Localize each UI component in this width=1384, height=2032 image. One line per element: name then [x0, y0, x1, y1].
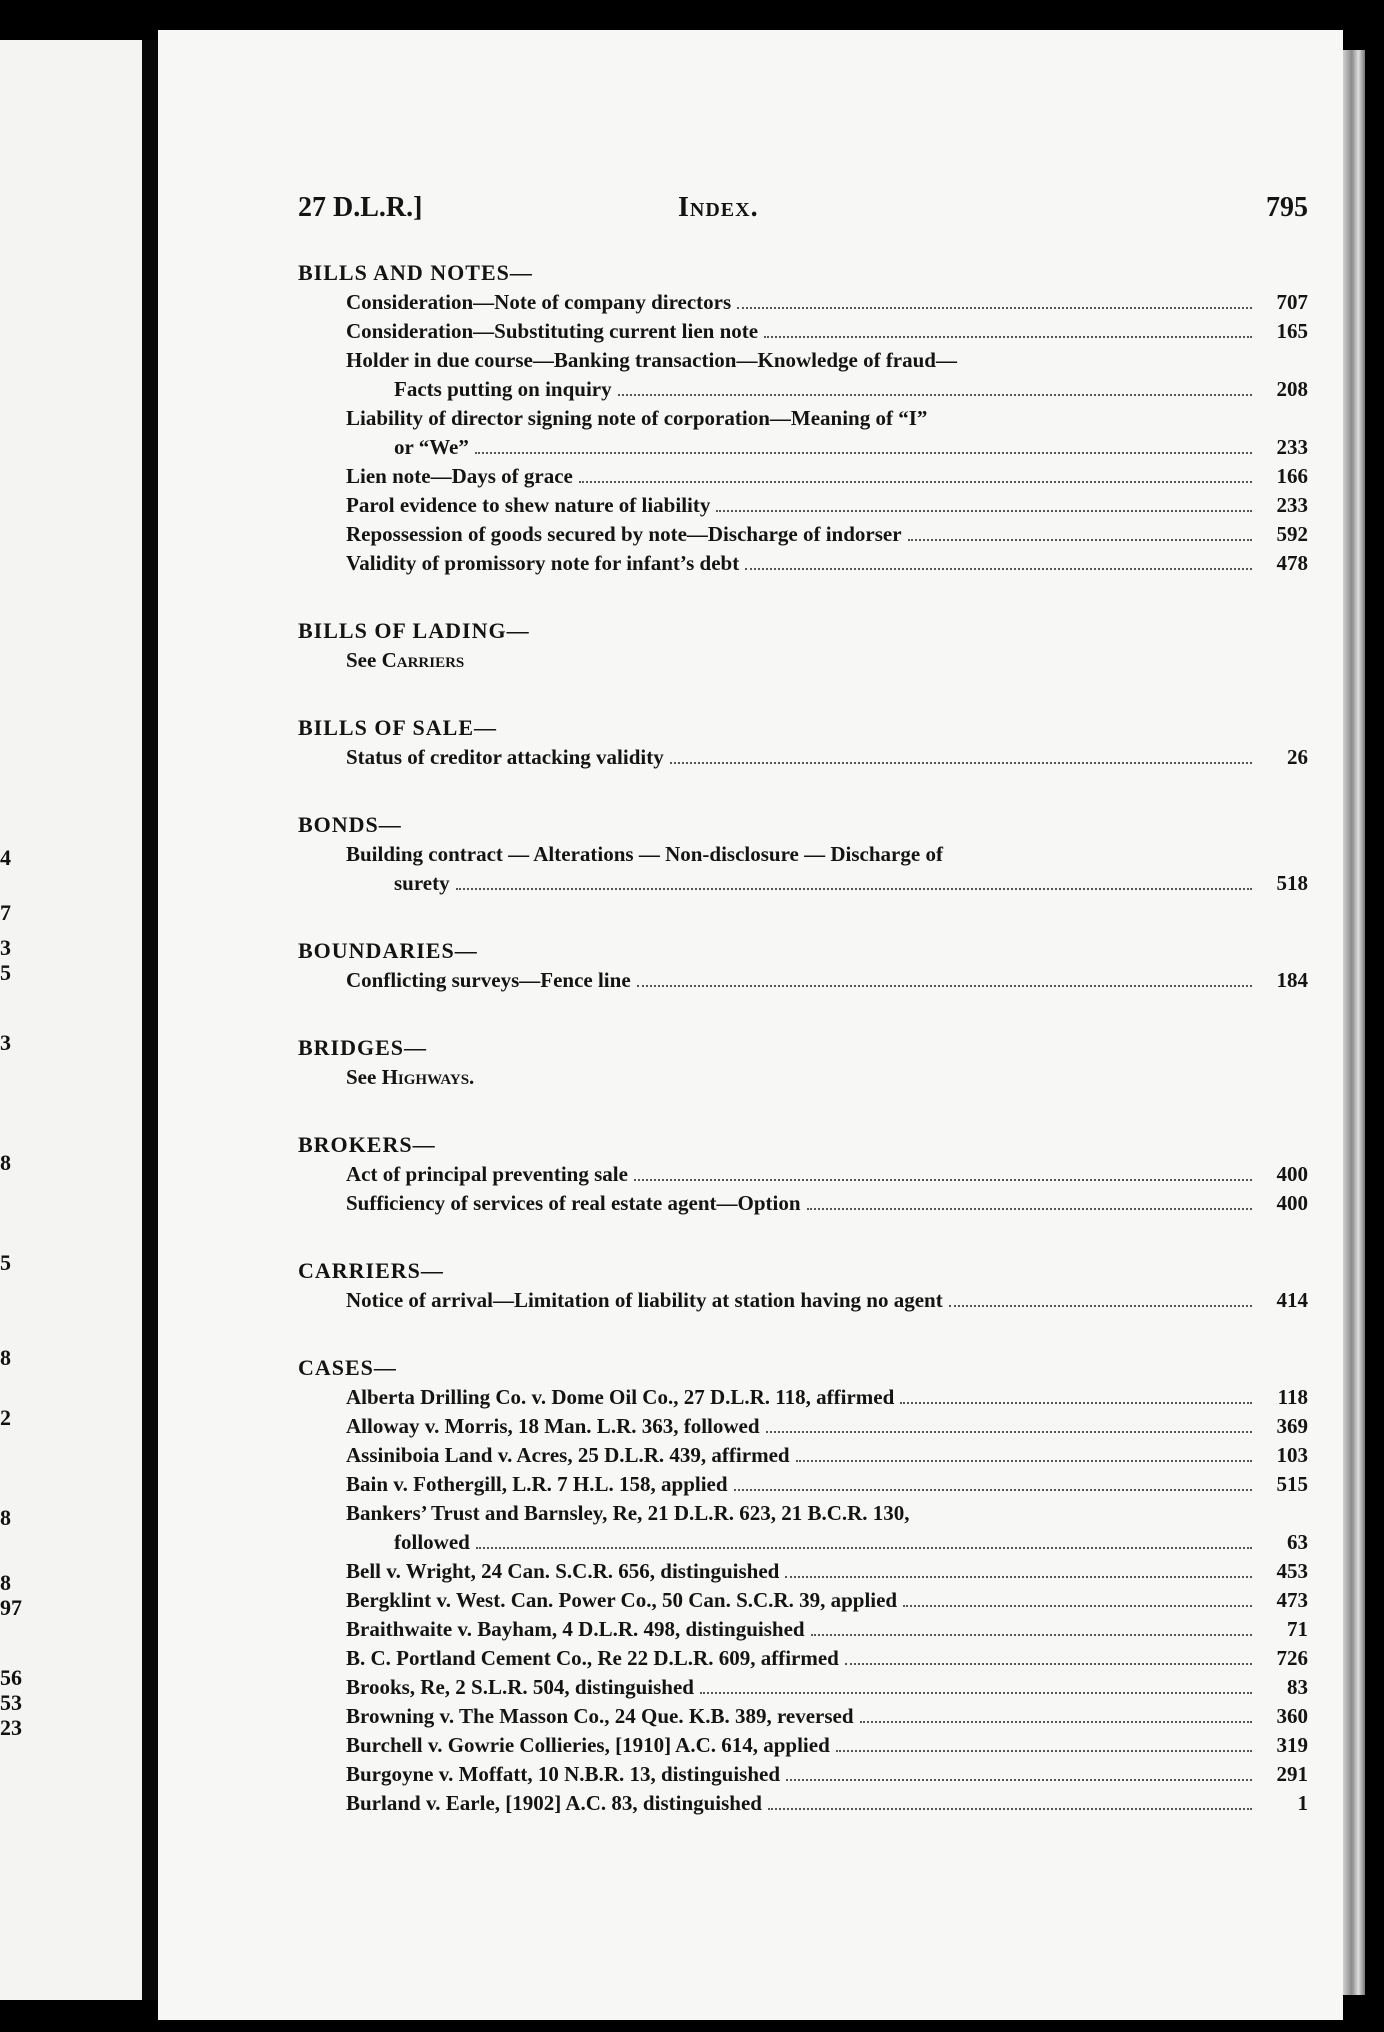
section-heading: BROKERS—: [298, 1132, 436, 1157]
index-entry: [298, 1528, 1308, 1557]
index-entry: [298, 433, 1308, 462]
see-target: Carriers: [381, 648, 465, 672]
dot-leader: [637, 985, 1252, 987]
entry-text: Sufficiency of services of real estate agent—Option: [346, 1191, 801, 1215]
entry-page-number: 319: [1276, 1733, 1308, 1757]
dot-leader: [796, 1460, 1252, 1462]
entry-text: Burgoyne v. Moffatt, 10 N.B.R. 13, distinguished: [346, 1762, 781, 1786]
index-entry: [298, 520, 1308, 549]
entry-text: Validity of promissory note for infant’s debt: [346, 551, 740, 575]
entry-page-number: 118: [1277, 1385, 1308, 1409]
entry-page-number: 473: [1276, 1588, 1308, 1612]
entry-page-number: 103: [1276, 1443, 1308, 1467]
entry-text: Browning v. The Masson Co., 24 Que. K.B. 389, reversed: [346, 1704, 854, 1728]
entry-page-number: 726: [1276, 1646, 1308, 1670]
entry-text: Conflicting surveys—Fence line: [346, 968, 631, 992]
entry-text: Consideration—Note of company directors: [346, 290, 732, 314]
dot-leader: [785, 1576, 1252, 1578]
left-page-fragment: 3: [0, 1030, 11, 1055]
entry-page-number: 453: [1276, 1559, 1308, 1583]
left-page-fragment: 7: [0, 900, 11, 925]
index-sections: [298, 258, 1308, 1818]
left-page-fragment: 5: [0, 1250, 11, 1275]
entry-page-number: 233: [1276, 435, 1308, 459]
entry-first-line: Holder in due course—Banking transaction—Knowledge of fraud—: [346, 348, 957, 372]
index-entry: [298, 317, 1308, 346]
entry-text: Repossession of goods secured by note—Discharge of indorser: [346, 522, 902, 546]
left-page-fragment: 4: [0, 845, 11, 870]
entry-text: Brooks, Re, 2 S.L.R. 504, distinguished: [346, 1675, 694, 1699]
index-section: [298, 258, 1308, 578]
entry-text: Facts putting on inquiry: [394, 377, 612, 401]
entry-page-number: 592: [1276, 522, 1308, 546]
page-content: [298, 192, 1308, 1818]
section-heading: BOUNDARIES—: [298, 938, 478, 963]
index-entry: [298, 549, 1308, 578]
entry-page-number: 707: [1276, 290, 1308, 314]
entry-page-number: 26: [1287, 745, 1308, 769]
dot-leader: [634, 1179, 1252, 1181]
dot-leader: [734, 1489, 1252, 1491]
entry-page-number: 83: [1287, 1675, 1308, 1699]
entry-text: or “We”: [394, 435, 469, 459]
dot-leader: [766, 1431, 1252, 1433]
left-page-fragment: 8: [0, 1345, 11, 1370]
left-page-fragment: 97: [0, 1595, 22, 1620]
section-heading: CASES—: [298, 1355, 397, 1380]
dot-leader: [456, 888, 1252, 890]
index-entry: [298, 491, 1308, 520]
left-page-fragment: 8: [0, 1150, 11, 1175]
left-page-fragment: 56: [0, 1665, 22, 1690]
index-entry: [298, 869, 1308, 898]
entry-text: Lien note—Days of grace: [346, 464, 573, 488]
entry-text: Act of principal preventing sale: [346, 1162, 628, 1186]
dot-leader: [949, 1305, 1252, 1307]
entry-text: B. C. Portland Cement Co., Re 22 D.L.R. 609, affirmed: [346, 1646, 839, 1670]
dot-leader: [475, 452, 1252, 454]
page-edge: [1343, 50, 1365, 1995]
left-page-fragment: 5: [0, 960, 11, 985]
index-entry: [298, 966, 1308, 995]
left-page-fragment: 2: [0, 1405, 11, 1430]
left-page-fragment: 8: [0, 1570, 11, 1595]
index-section: [298, 1033, 1308, 1092]
index-entry: [298, 1586, 1308, 1615]
index-entry: [298, 1673, 1308, 1702]
entry-page-number: 233: [1276, 493, 1308, 517]
entry-text: Notice of arrival—Limitation of liability at station having no agent: [346, 1288, 943, 1312]
index-entry: [298, 743, 1308, 772]
entry-text: Bell v. Wright, 24 Can. S.C.R. 656, distinguished: [346, 1559, 780, 1583]
see-prefix: See: [346, 648, 382, 672]
dot-leader: [768, 1808, 1252, 1810]
dot-leader: [700, 1692, 1252, 1694]
entry-text: Burland v. Earle, [1902] A.C. 83, distinguished: [346, 1791, 762, 1815]
section-heading: BILLS AND NOTES—: [298, 260, 533, 285]
running-header: [298, 192, 1308, 236]
entry-page-number: 400: [1276, 1191, 1308, 1215]
entry-text: surety: [394, 871, 450, 895]
dot-leader: [745, 568, 1252, 570]
entry-text: Burchell v. Gowrie Collieries, [1910] A.C. 614, applied: [346, 1733, 830, 1757]
index-section: [298, 1353, 1308, 1818]
index-entry: [298, 288, 1308, 317]
entry-first-line: Building contract — Alterations — Non-disclosure — Discharge of: [346, 842, 943, 866]
index-entry: [298, 1470, 1308, 1499]
page-number: 795: [1266, 192, 1308, 223]
entry-page-number: 166: [1276, 464, 1308, 488]
index-section: [298, 810, 1308, 898]
index-entry: [298, 1383, 1308, 1412]
entry-text: Consideration—Substituting current lien note: [346, 319, 759, 343]
entry-text: Parol evidence to shew nature of liability: [346, 493, 711, 517]
entry-text: followed: [394, 1530, 470, 1554]
left-page-fragment: 8: [0, 1505, 11, 1530]
dot-leader: [476, 1547, 1252, 1549]
section-heading: BONDS—: [298, 812, 402, 837]
dot-leader: [737, 307, 1252, 309]
index-entry: [298, 1412, 1308, 1441]
entry-text: Status of creditor attacking validity: [346, 745, 664, 769]
dot-leader: [618, 394, 1252, 396]
index-section: [298, 1256, 1308, 1315]
index-page: [158, 30, 1343, 2020]
see-target: Highways.: [381, 1065, 475, 1089]
volume-label: 27 D.L.R.]: [298, 192, 423, 223]
entry-page-number: 400: [1276, 1162, 1308, 1186]
entry-page-number: 360: [1276, 1704, 1308, 1728]
dot-leader: [860, 1721, 1252, 1723]
dot-leader: [807, 1208, 1252, 1210]
dot-leader: [579, 481, 1252, 483]
entry-page-number: 369: [1276, 1414, 1308, 1438]
entry-page-number: 518: [1276, 871, 1308, 895]
entry-page-number: 1: [1297, 1791, 1308, 1815]
left-page-edge: [0, 40, 142, 2000]
left-page-fragment: 3: [0, 935, 11, 960]
index-entry: [298, 1615, 1308, 1644]
index-section: [298, 616, 1308, 675]
entry-text: Braithwaite v. Bayham, 4 D.L.R. 498, distinguished: [346, 1617, 805, 1641]
index-section: [298, 936, 1308, 995]
dot-leader: [908, 539, 1252, 541]
dot-leader: [903, 1605, 1252, 1607]
entry-page-number: 414: [1276, 1288, 1308, 1312]
entry-page-number: 184: [1276, 968, 1308, 992]
dot-leader: [670, 762, 1252, 764]
index-entry: [298, 1557, 1308, 1586]
index-section: [298, 1130, 1308, 1218]
index-entry: [298, 1441, 1308, 1470]
entry-first-line: Liability of director signing note of corporation—Meaning of “I”: [346, 406, 928, 430]
section-heading: BILLS OF SALE—: [298, 715, 498, 740]
index-entry: [298, 1760, 1308, 1789]
entry-text: Assiniboia Land v. Acres, 25 D.L.R. 439, affirmed: [346, 1443, 790, 1467]
dot-leader: [716, 510, 1252, 512]
section-heading: BILLS OF LADING—: [298, 618, 530, 643]
see-reference: [298, 1063, 1308, 1092]
book-gutter: [142, 40, 158, 2000]
entry-text: Alloway v. Morris, 18 Man. L.R. 363, followed: [346, 1414, 760, 1438]
entry-page-number: 515: [1276, 1472, 1308, 1496]
entry-text: Bergklint v. West. Can. Power Co., 50 Can. S.C.R. 39, applied: [346, 1588, 898, 1612]
dot-leader: [764, 336, 1252, 338]
entry-page-number: 165: [1276, 319, 1308, 343]
entry-first-line: Bankers’ Trust and Barnsley, Re, 21 D.L.R. 623, 21 B.C.R. 130,: [346, 1501, 910, 1525]
index-entry: [298, 1702, 1308, 1731]
left-page-fragment: 23: [0, 1715, 22, 1740]
index-entry: [298, 375, 1308, 404]
dot-leader: [836, 1750, 1252, 1752]
entry-page-number: 71: [1287, 1617, 1308, 1641]
left-page-fragment: 53: [0, 1690, 22, 1715]
dot-leader: [786, 1779, 1252, 1781]
index-entry: [298, 1644, 1308, 1673]
section-heading: CARRIERS—: [298, 1258, 444, 1283]
entry-page-number: 291: [1276, 1762, 1308, 1786]
entry-page-number: 478: [1276, 551, 1308, 575]
section-heading: BRIDGES—: [298, 1035, 428, 1060]
entry-text: Alberta Drilling Co. v. Dome Oil Co., 27 D.L.R. 118, affirmed: [346, 1385, 895, 1409]
entry-page-number: 208: [1276, 377, 1308, 401]
entry-page-number: 63: [1287, 1530, 1308, 1554]
dot-leader: [811, 1634, 1252, 1636]
index-entry: [298, 1286, 1308, 1315]
index-entry: [298, 1789, 1308, 1818]
index-entry: [298, 1731, 1308, 1760]
see-reference: [298, 646, 1308, 675]
see-prefix: See: [346, 1065, 382, 1089]
dot-leader: [845, 1663, 1252, 1665]
index-entry: [298, 1189, 1308, 1218]
entry-text: Bain v. Fothergill, L.R. 7 H.L. 158, applied: [346, 1472, 728, 1496]
dot-leader: [900, 1402, 1252, 1404]
page-title: Index.: [678, 192, 759, 223]
index-entry: [298, 1160, 1308, 1189]
index-entry: [298, 462, 1308, 491]
index-section: [298, 713, 1308, 772]
